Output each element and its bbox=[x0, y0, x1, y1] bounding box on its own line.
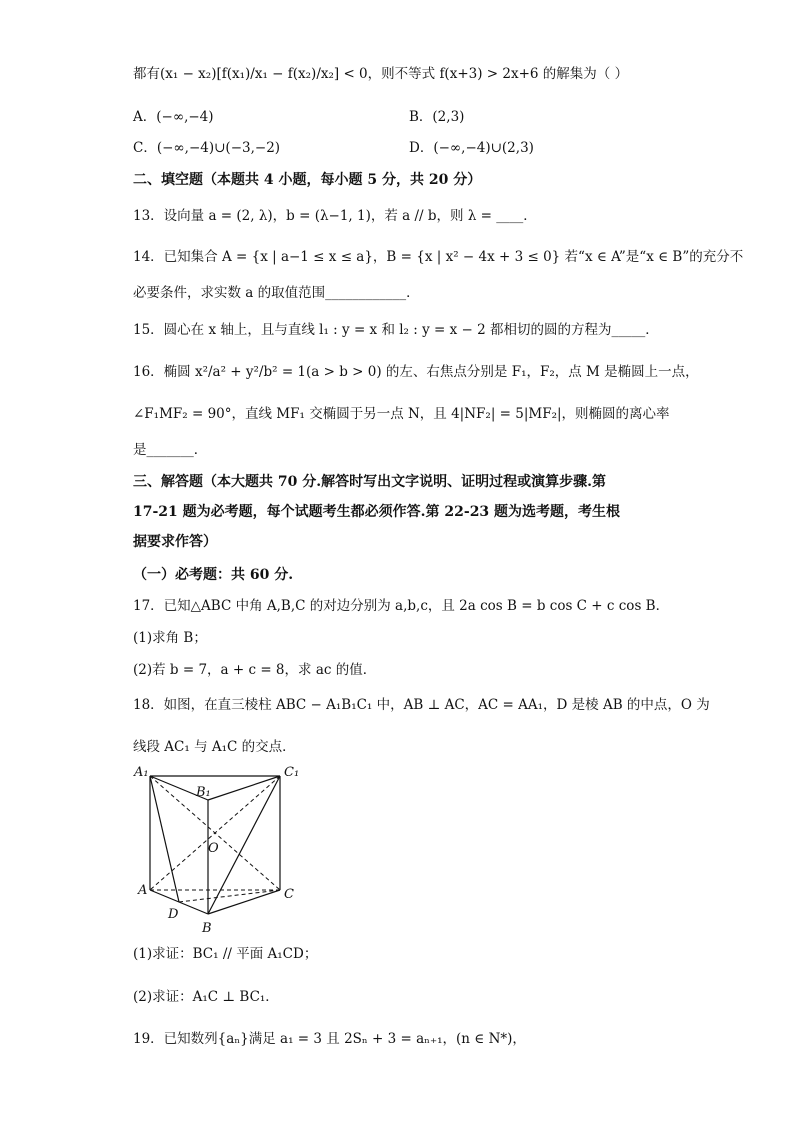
q18-part-2: (2)求证：A₁C ⊥ BC₁． bbox=[133, 989, 279, 1005]
q15: 15．圆心在 x 轴上，且与直线 l₁ : y = x 和 l₂ : y = x − 2 都相切的圆的方程为_____． bbox=[133, 322, 659, 338]
section-3-heading-line-3: 据要求作答） bbox=[133, 534, 217, 550]
label-a: A bbox=[138, 883, 148, 898]
label-c1: C₁ bbox=[284, 765, 300, 780]
q17-part-2: (2)若 b = 7，a + c = 8，求 ac 的值． bbox=[133, 662, 377, 678]
q18-line-1: 18．如图，在直三棱柱 ABC − A₁B₁C₁ 中，AB ⊥ AC，AC = AA₁，D 是棱 AB 的中点，O 为 bbox=[133, 697, 710, 713]
q17: 17．已知△ABC 中角 A,B,C 的对边分别为 a,b,c，且 2a cos B = b cos C + c cos B． bbox=[133, 598, 670, 614]
prism-figure bbox=[128, 762, 308, 942]
label-d: D bbox=[168, 907, 179, 922]
section-2-heading: 二、填空题（本题共 4 小题，每小题 5 分，共 20 分） bbox=[133, 172, 482, 188]
section-3-heading-line-2: 17-21 题为必考题，每个试题考生都必须作答.第 22-23 题为选考题，考生根 bbox=[133, 504, 621, 520]
segment-a1d bbox=[150, 776, 179, 902]
q13: 13．设向量 a = (2, λ)，b = (λ−1, 1)，若 a // b，则 λ = ____． bbox=[133, 208, 537, 224]
label-b1: B₁ bbox=[196, 785, 211, 800]
q17-part-1: (1)求角 B； bbox=[133, 630, 207, 646]
q14-line-2: 必要条件，求实数 a 的取值范围____________． bbox=[133, 285, 420, 301]
q16-line-1: 16．椭圆 x²/a² + y²/b² = 1(a > b > 0) 的左、右焦点分别是 F₁，F₂，点 M 是椭圆上一点， bbox=[133, 364, 699, 380]
segment-dc-hidden bbox=[179, 890, 280, 902]
label-o: O bbox=[208, 841, 219, 856]
subsection-required: （一）必考题：共 60 分. bbox=[133, 567, 294, 583]
label-c: C bbox=[284, 887, 294, 902]
q18-line-2: 线段 AC₁ 与 A₁C 的交点． bbox=[133, 739, 296, 755]
label-a1: A₁ bbox=[134, 765, 149, 780]
option-d: D．(−∞,−4)∪(2,3) bbox=[409, 140, 534, 156]
q16-line-3: 是_______． bbox=[133, 442, 208, 458]
option-b: B．(2,3) bbox=[409, 109, 465, 125]
q14-line-1: 14．已知集合 A = {x | a−1 ≤ x ≤ a}，B = {x | x² − 4x + 3 ≤ 0} 若“x ∈ A”是“x ∈ B”的充分不 bbox=[133, 249, 744, 265]
section-3-heading-line-1: 三、解答题（本大题共 70 分.解答时写出文字说明、证明过程或演算步骤.第 bbox=[133, 474, 606, 490]
q18-part-1: (1)求证：BC₁ // 平面 A₁CD； bbox=[133, 946, 318, 962]
option-c: C．(−∞,−4)∪(−3,−2) bbox=[133, 140, 281, 156]
q19: 19．已知数列{aₙ}满足 a₁ = 3 且 2Sₙ + 3 = aₙ₊₁，(n ∈ N*)， bbox=[133, 1031, 526, 1047]
option-a: A．(−∞,−4) bbox=[133, 109, 214, 125]
segment-ac1-hidden bbox=[150, 776, 280, 890]
q12-tail: 都有(x₁ − x₂)[f(x₁)/x₁ − f(x₂)/x₂] < 0，则不等式 f(x+3) > 2x+6 的解集为（ ） bbox=[133, 66, 629, 82]
label-b: B bbox=[202, 921, 212, 936]
q16-line-2: ∠F₁MF₂ = 90°，直线 MF₁ 交椭圆于另一点 N，且 4|NF₂| = 5|MF₂|，则椭圆的离心率 bbox=[133, 406, 670, 422]
